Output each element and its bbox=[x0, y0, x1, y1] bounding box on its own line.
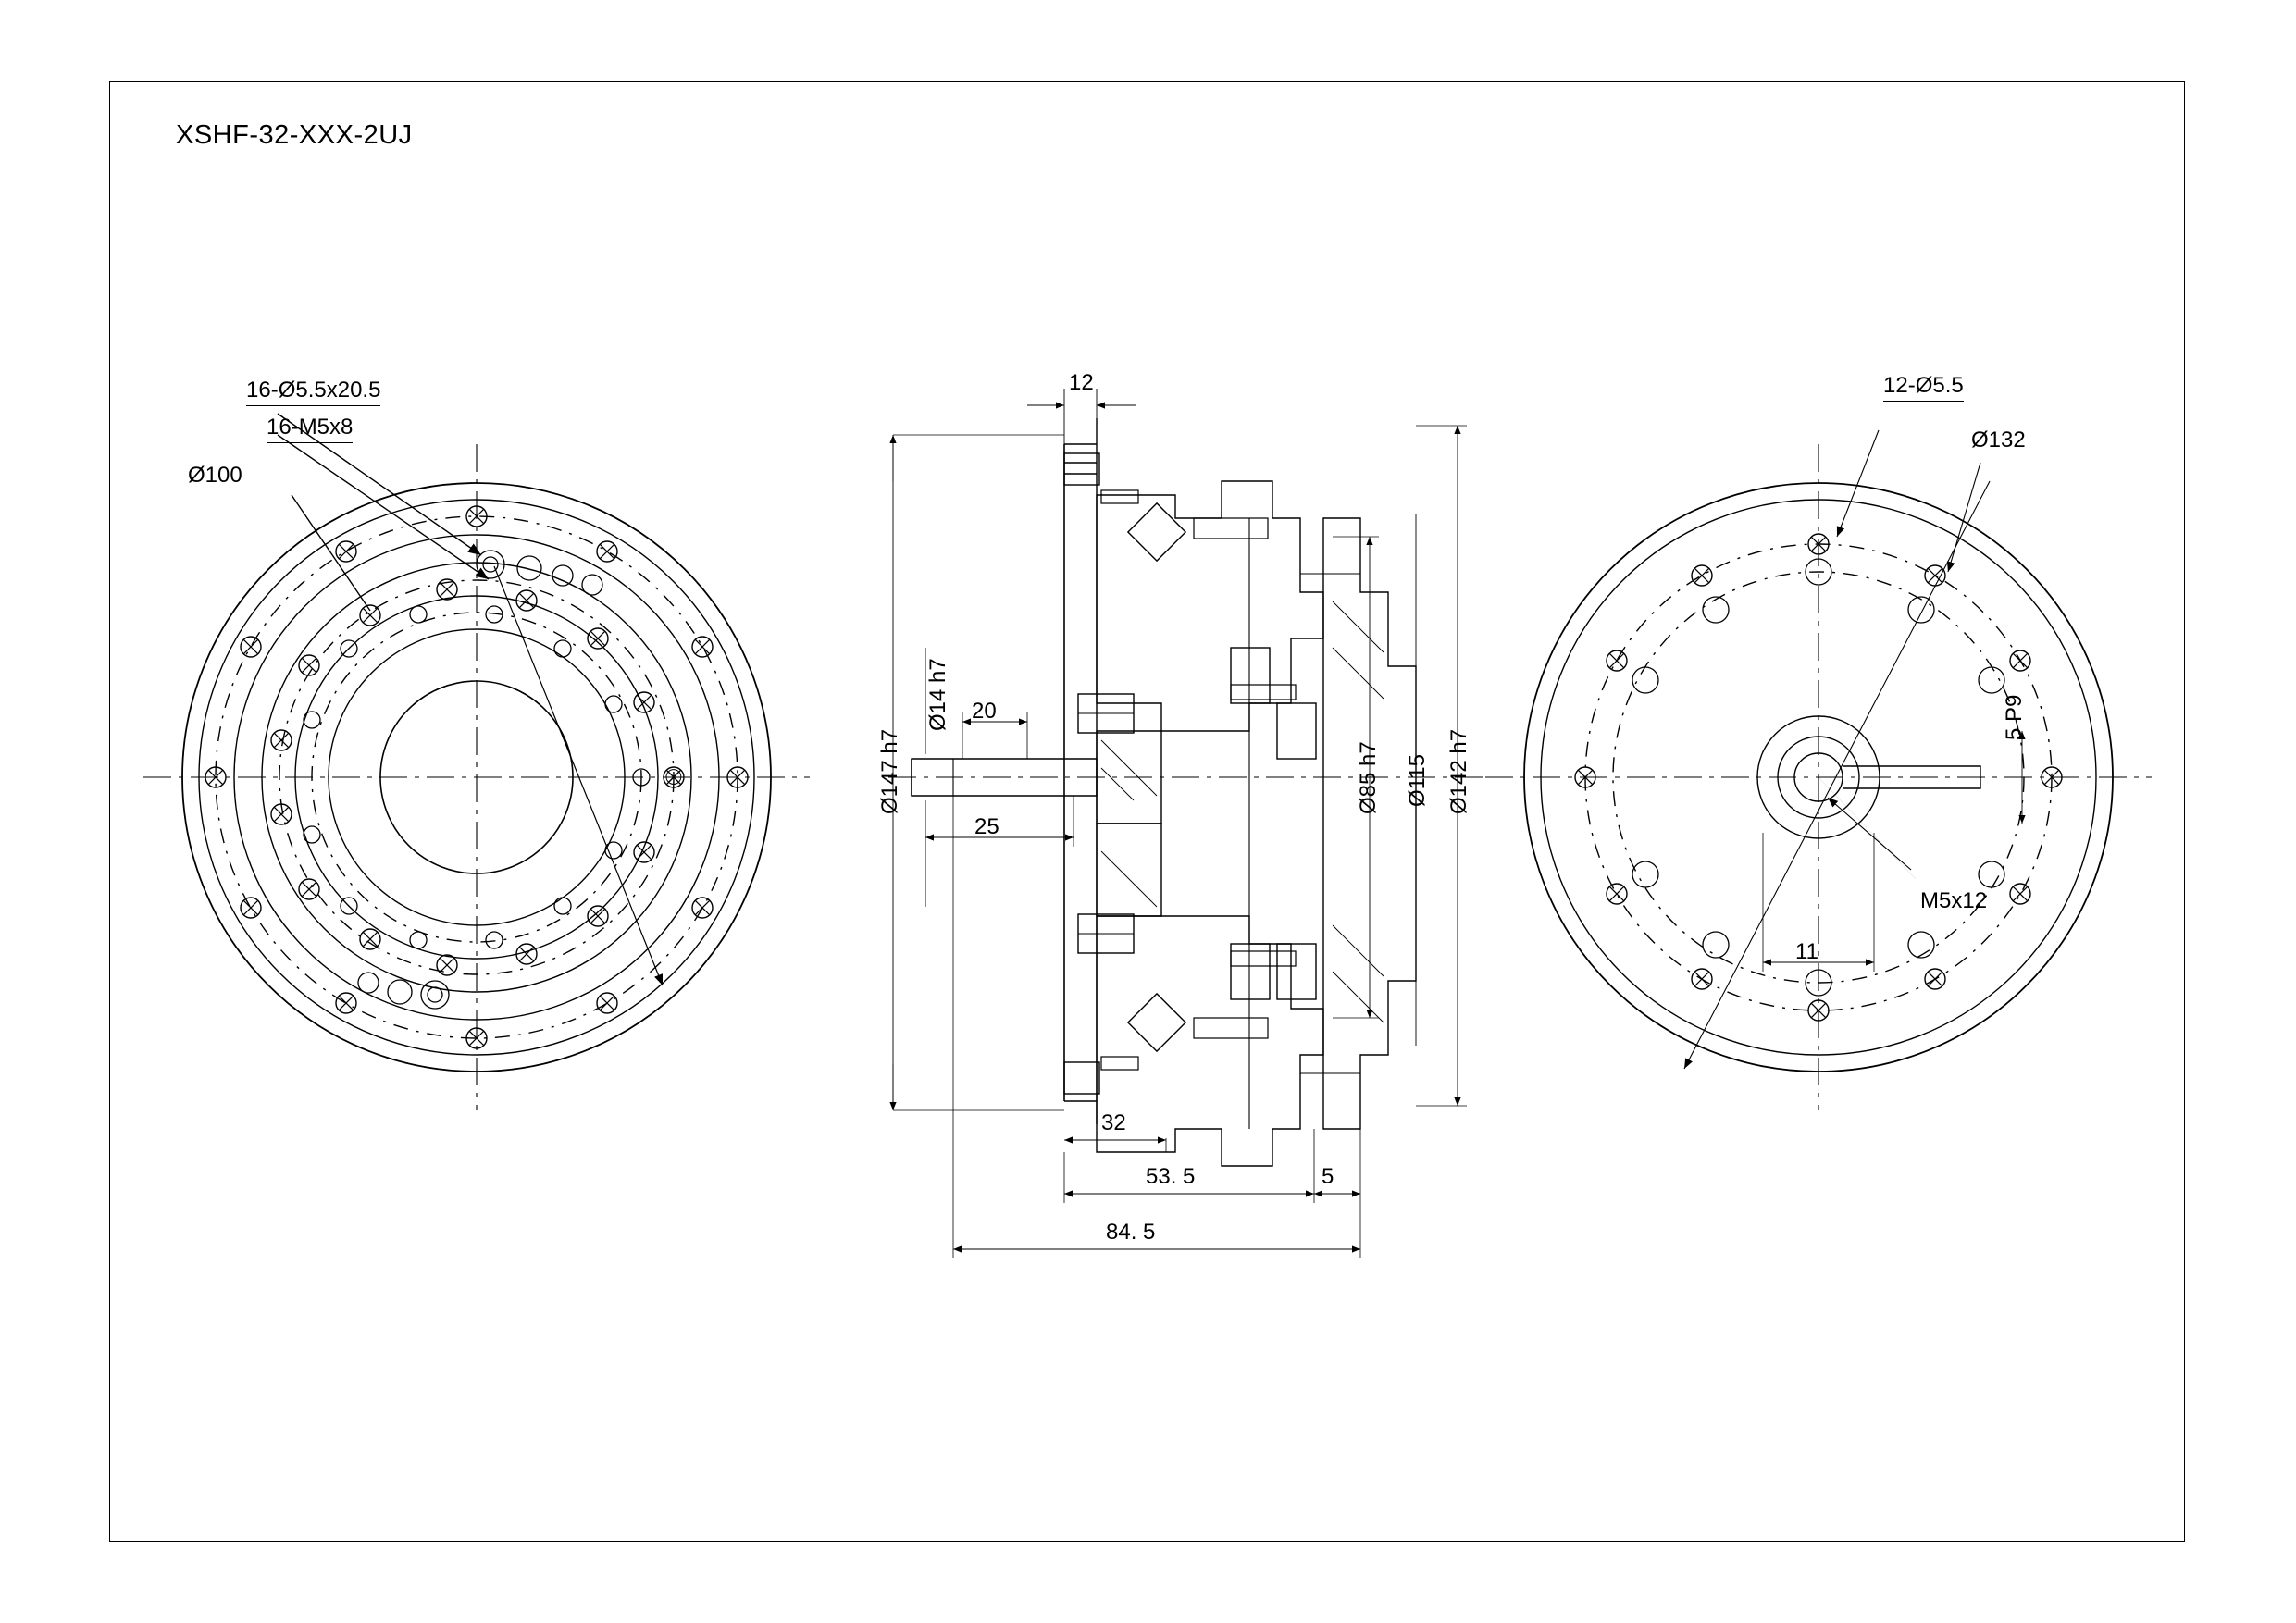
part-number-title: XSHF-32-XXX-2UJ bbox=[176, 120, 413, 150]
dim-53-5: 53. 5 bbox=[1146, 1164, 1196, 1189]
callout-m5x12: M5x12 bbox=[1920, 888, 1988, 913]
callout-16-5.5x20.5: 16-Ø5.5x20.5 bbox=[246, 378, 380, 406]
callout-bolt-circle-100: Ø100 bbox=[188, 463, 242, 488]
dim-12: 12 bbox=[1069, 370, 1094, 395]
dim-32: 32 bbox=[1101, 1110, 1126, 1135]
dim-5: 5 bbox=[1322, 1164, 1334, 1189]
callout-pitch-132: Ø132 bbox=[1971, 427, 2026, 452]
dim-14h7: Ø14 h7 bbox=[925, 658, 950, 731]
callout-16-m5x8: 16-M5x8 bbox=[267, 415, 353, 443]
dim-85h7: Ø85 h7 bbox=[1356, 741, 1381, 814]
dim-25: 25 bbox=[974, 814, 999, 839]
dim-147h7: Ø147 h7 bbox=[877, 728, 902, 814]
dim-11: 11 bbox=[1795, 939, 1818, 964]
dim-115: Ø115 bbox=[1405, 754, 1430, 807]
left-face-view bbox=[143, 414, 810, 1110]
dim-142h7: Ø142 h7 bbox=[1446, 728, 1471, 814]
dim-84-5: 84. 5 bbox=[1106, 1220, 1156, 1245]
right-face-view bbox=[1485, 430, 2152, 1110]
callout-12-5.5: 12-Ø5.5 bbox=[1883, 373, 1964, 402]
dim-20: 20 bbox=[972, 699, 997, 724]
callout-key-5p9: 5 P9 bbox=[2002, 694, 2027, 740]
